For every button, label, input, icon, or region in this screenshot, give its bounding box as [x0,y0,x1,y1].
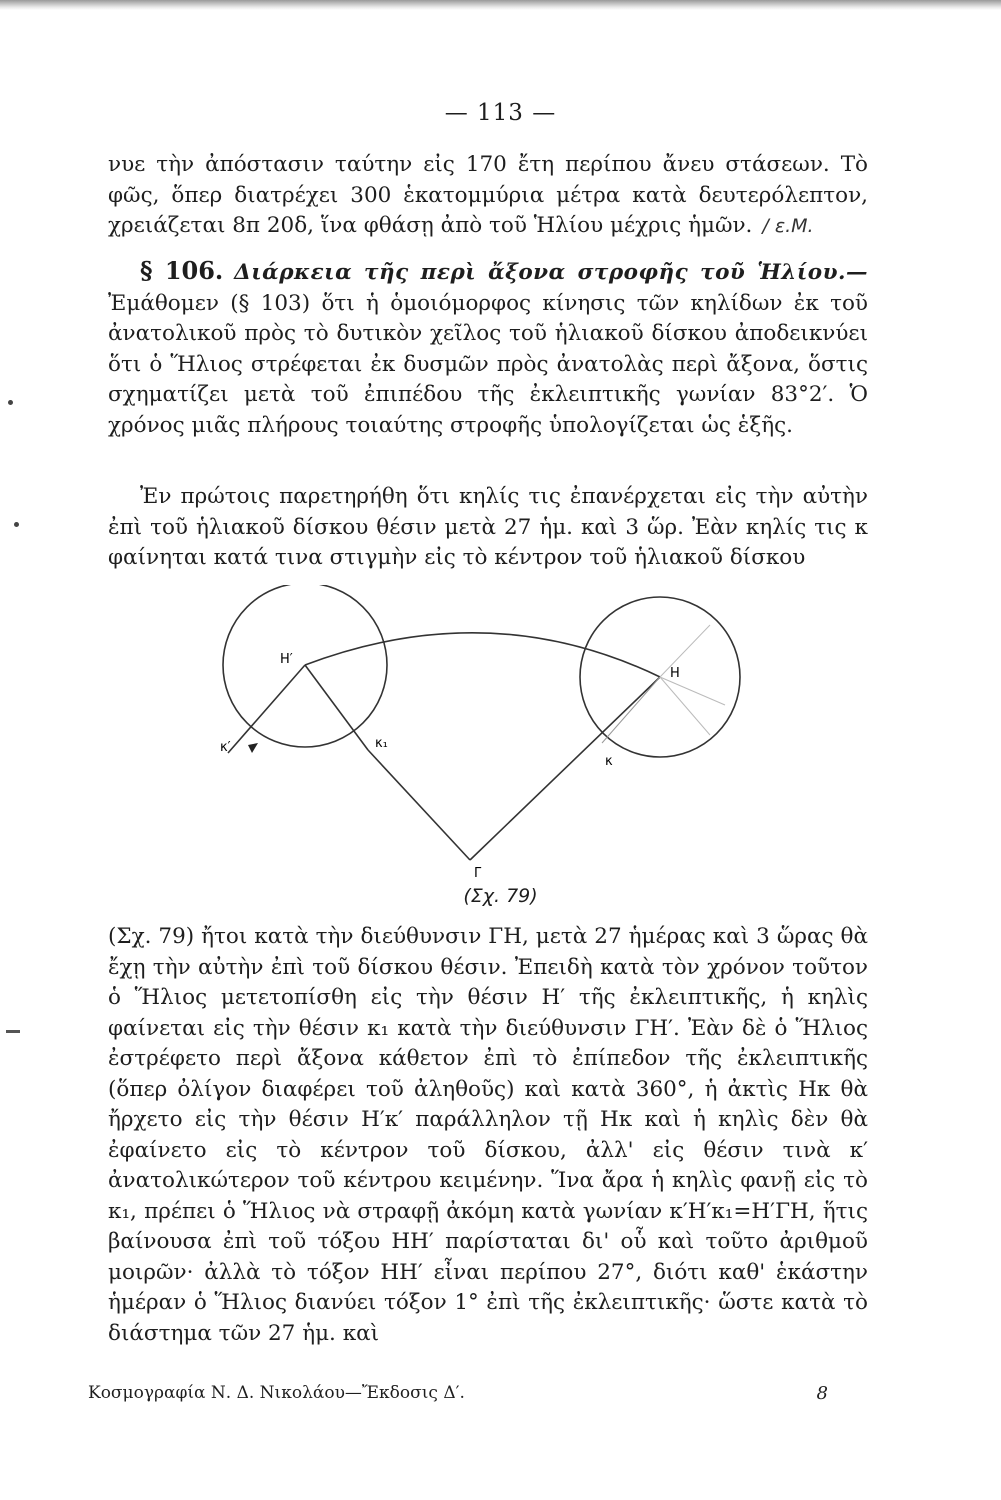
page-footer [88,1383,868,1403]
paragraph-text: Ἐν πρώτοις παρετηρήθη ὅτι κηλίς τις ἐπανέρχεται εἰς τὴν αὐτὴν ἐπὶ τοῦ ἡλιακοῦ δίσκου θέσιν μετὰ 27 ἡμ. καὶ 3 ὥρ. Ἐὰν κηλίς τις κ φαίνηται κατά τινα στιγμὴν εἰς τὸ κέντρον τοῦ ἡλιακοῦ δίσκου [108,484,868,570]
scan-mark [6,1030,20,1033]
arrow-mark [248,743,258,753]
section-title: Διάρκεια τῆς περὶ ἄξονα στροφῆς τοῦ Ἡλίου.— [234,260,868,285]
paragraph-observation [108,482,868,574]
figure-caption: (Σχ. 79) [463,885,538,907]
label-k: κ [605,754,613,769]
line-to-gamma-left [368,750,470,860]
line-to-gamma-right [470,677,660,860]
label-k-prime: κ′ [220,740,231,755]
paragraph-main [108,922,868,1349]
handwritten-note: / ε.Μ. [762,215,814,237]
scan-mark [8,400,13,405]
label-k1: κ₁ [375,736,388,751]
section-text: Ἐμάθομεν (§ 103) ὅτι ἡ ὁμοιόμορφος κίνησις τῶν κηλίδων ἐκ τοῦ ἀνατολικοῦ πρὸς τὸ δυτικὸν χεῖλος τοῦ ἡλιακοῦ δίσκου ἀποδεικνύει ὅτι ὁ Ἥλιος στρέφεται ἐκ δυσμῶν πρὸς ἀνατολὰς περὶ ἄξονα, ὅστις σχηματίζει μετὰ τοῦ ἐπιπέδου τῆς ἐκλειπτικῆς γωνίαν 83°2′. Ὁ χρόνος μιᾶς πλήρους τοιαύτης στροφῆς ὑπολογίζεται ὡς ἑξῆς. [108,290,868,438]
label-H-prime: Η′ [280,652,293,667]
scan-mark [14,522,19,527]
arc-HH [305,633,660,677]
figure-79-diagram [190,585,870,915]
section-number: § 106. [140,256,224,285]
label-gamma: Γ [474,866,482,881]
label-H: Η [670,666,680,681]
paragraph-text: νυε τὴν ἀπόστασιν ταύτην εἰς 170 ἔτη περίπου ἄνευ στάσεων. Τὸ φῶς, ὅπερ διατρέχει 300 ἑκατομμύρια μέτρα κατὰ δευτερόλεπτον, χρειάζεται 8π 20δ, ἵνα φθάσῃ ἀπὸ τοῦ Ἡλίου μέχρις ἡμῶν. [108,152,868,238]
line-H-prime-k1 [305,665,368,750]
paragraph-text: (Σχ. 79) ἤτοι κατὰ τὴν διεύθυνσιν ΓΗ, μετὰ 27 ἡμέρας καὶ 3 ὥρας θὰ ἔχῃ τὴν αὐτὴν ἐπὶ τοῦ δίσκου θέσιν. Ἐπειδὴ κατὰ τὸν χρόνον τοῦτον ὁ Ἥλιος μετετοπίσθη εἰς τὴν θέσιν Η′ τῆς ἐκλειπτικῆς, ἡ κηλὶς φαίνεται εἰς τὴν θέσιν κ₁ κατὰ τὴν διεύθυνσιν ΓΗ′. Ἐὰν δὲ ὁ Ἥλιος ἐστρέφετο περὶ ἄξονα κάθετον ἐπὶ τὸ ἐπίπεδον τῆς ἐκλειπτικῆς (ὅπερ ὀλίγον διαφέρει τοῦ ἀληθοῦς) καὶ κατὰ 360°, ἡ ἀκτὶς Ηκ θὰ ἤρχετο εἰς τὴν θέσιν Η′κ′ παράλληλον τῇ Ηκ καὶ ἡ κηλὶς δὲν θὰ ἐφαίνετο εἰς τὸ κέντρον τοῦ δίσκου, ἀλλ' εἰς θέσιν τινὰ κ′ ἀνατολικώτερον τοῦ κέντρου κειμένην. Ἵνα ἄρα ἡ κηλὶς φανῇ εἰς τὸ κ₁, πρέπει ὁ Ἥλιος νὰ στραφῇ ἀκόμη κατὰ γωνίαν κ′Η′κ₁=Η′ΓΗ, ἥτις βαίνουσα ἐπὶ τοῦ τόξου ΗΗ′ παρίσταται δι' οὗ καὶ τοῦτο ἀριθμοῦ μοιρῶν· ἀλλὰ τὸ τόξον ΗΗ′ εἶναι περίπου 27°, διότι καθ' ἑκάστην ἡμέραν ὁ Ἥλιος διανύει τόξον 1° ἐπὶ τῆς ἐκλειπτικῆς· ὥστε κατὰ τὸ διάστημα τῶν 27 ἡμ. καὶ [108,924,868,1346]
scan-top-edge [0,0,1001,10]
faint-line-2 [660,677,725,705]
footer-title: Κοσμογραφία Ν. Δ. Νικολάου—Ἔκδοσις Δ′. [88,1383,465,1403]
section-106 [108,256,868,441]
paragraph-continuation [108,150,868,242]
line-H-prime-k-prime [228,665,305,753]
faint-line-3 [660,677,710,735]
page-number: — 113 — [444,100,557,126]
faint-line-k [602,677,660,743]
faint-line-1 [660,625,710,677]
signature-mark: 8 [816,1383,828,1404]
